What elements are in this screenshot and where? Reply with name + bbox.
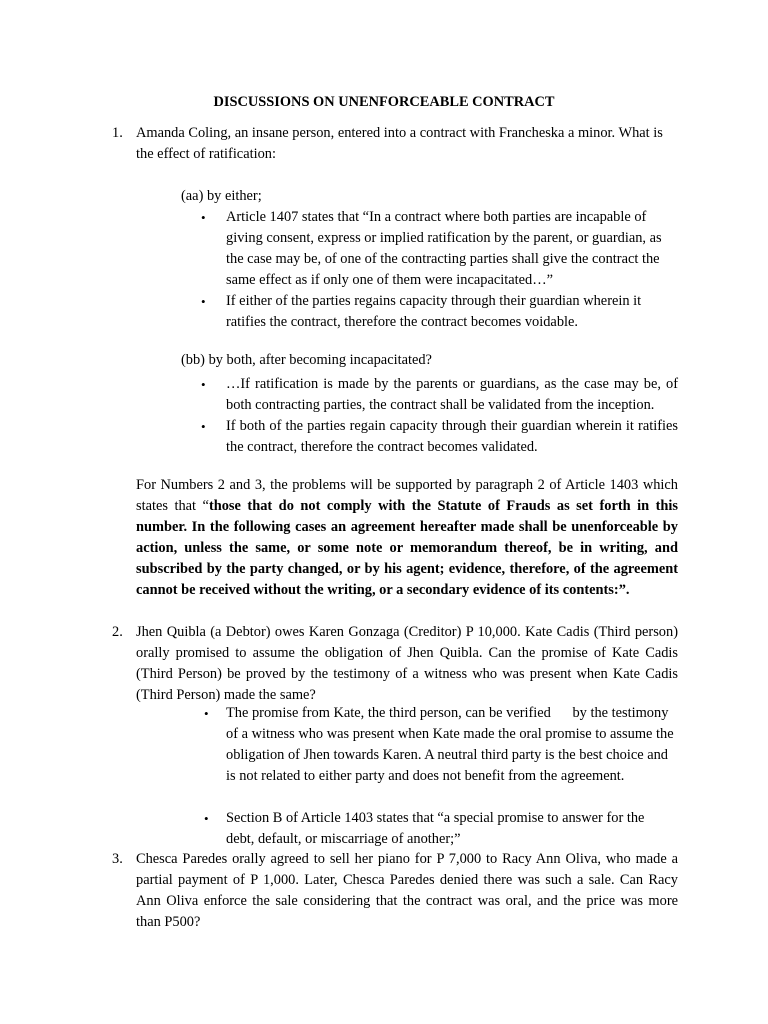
q1-part-a-label: (aa) by either; <box>181 188 262 204</box>
q2-number: 2. <box>112 624 123 640</box>
q2-bullet-1: The promise from Kate, the third person, can be verified by the testimony of a witness who was present when Kate made the oral promise to assume the obligation of Jhen towards Karen. A neutral third party is the best choice and is not related to either party and does not benefit from the agreement. <box>226 705 678 784</box>
q1-b-bullet-2: If both of the parties regain capacity through their guardian wherein it ratifies the contract, therefore the contract becomes validated. <box>226 418 678 455</box>
q3-question: Chesca Paredes orally agreed to sell her piano for P 7,000 to Racy Ann Oliva, who made a partial payment of P 1,000. Later, Chesca Paredes denied there was such a sale. Can Racy Ann Oliva enforce the sale considering that the contract was oral, and the price was more than P500? <box>136 851 678 930</box>
statute-intro-paragraph <box>136 475 678 601</box>
bullet-icon: • <box>201 210 206 225</box>
bullet-icon: • <box>201 419 206 434</box>
intro-text: For Numbers 2 and 3, the problems will be supported by paragraph 2 of Article 1403 which states that “ <box>136 477 678 514</box>
q1-a-bullet-2: If either of the parties regains capacity through their guardian wherein it ratifies the contract, therefore the contract becomes voidable. <box>226 293 642 330</box>
bullet-icon: • <box>201 294 206 309</box>
bullet-icon: • <box>201 377 206 392</box>
q1-part-b-label: (bb) by both, after becoming incapacitated? <box>181 352 432 368</box>
q1-number: 1. <box>112 125 123 141</box>
q3-number: 3. <box>112 851 123 867</box>
q1-a-bullet-1: Article 1407 states that “In a contract where both parties are incapable of giving consent, express or implied ratification by the parent, or guardian, as the case may be, of one of the contracting parties shall give the contract the same effect as if only one of them were incapacitated…” <box>226 209 662 288</box>
q2-bullet-2: Section B of Article 1403 states that “a special promise to answer for the debt, default, or miscarriage of another;” <box>226 810 645 847</box>
document-title: DISCUSSIONS ON UNENFORCEABLE CONTRACT <box>213 94 555 110</box>
q1-question: Amanda Coling, an insane person, entered into a contract with Francheska a minor. What is the effect of ratification: <box>136 125 663 162</box>
bullet-icon: • <box>204 706 209 721</box>
intro-bold-quote: those that do not comply with the Statute of Frauds as set forth in this number. In the following cases an agreement hereafter made shall be unenforceable by action, unless the same, or some note or memorandum thereof, be in writing, and subscribed by the party changed, or by his agent; evidence, therefore, of the agreement cannot be received without the writing, or a secondary evidence of its contents:”. <box>136 498 679 598</box>
q1-b-bullet-1: …If ratification is made by the parents or guardians, as the case may be, of both contracting parties, the contract shall be validated from the inception. <box>226 376 678 413</box>
bullet-icon: • <box>204 811 209 826</box>
q2-question: Jhen Quibla (a Debtor) owes Karen Gonzaga (Creditor) P 10,000. Kate Cadis (Third person) orally promised to assume the obligation of Jhen Quibla. Can the promise of Kate Cadis (Third Person) be proved by the testimony of a witness who was present when Kate Cadis (Third Person) made the same? <box>136 624 678 703</box>
